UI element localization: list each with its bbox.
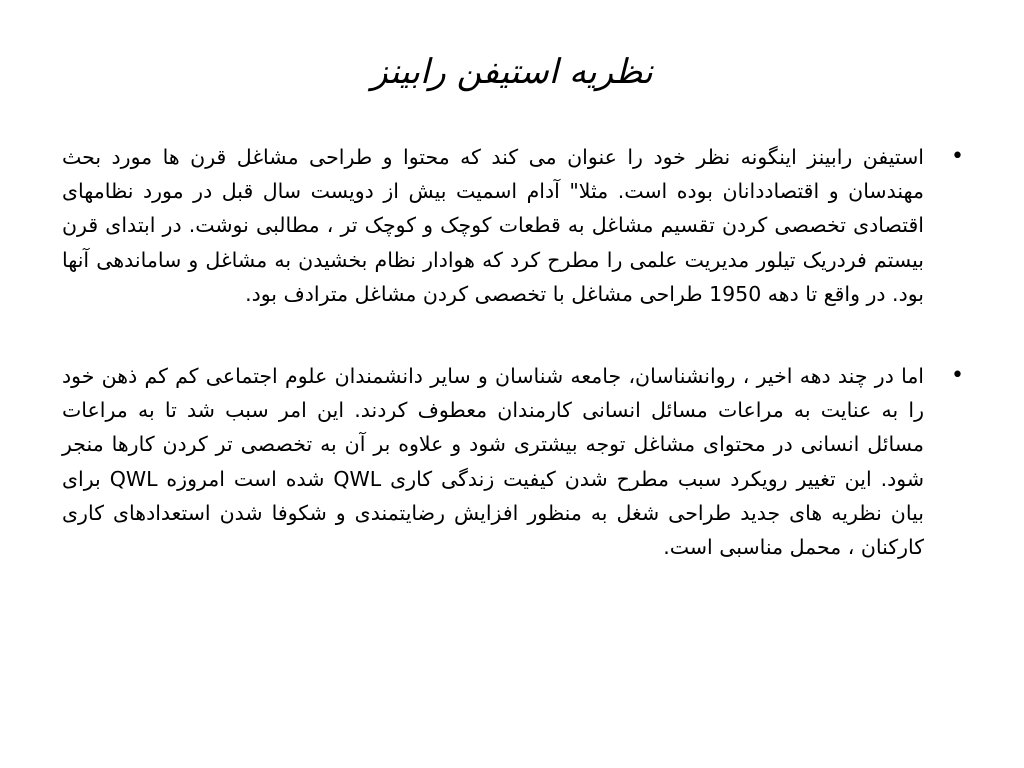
bullet-text: استیفن رابینز اینگونه نظر خود را عنوان می کند که محتوا و طراحی مشاغل قرن ها مورد بحث مهندسان و اقتصاددانان بوده است. مثلا" آدام اسمیت بیش از دویست سال قبل در مورد نظامهای اقتصادی تخصصی کردن تقسیم مشاغل به قطعات کوچک و کوچک تر ، مطالبی نوشت. در ابتدای قرن بیستم فردریک تیلور مدیریت علمی را مطرح کرد که هوادار نظام بخشیدن به مشاغل و ساماندهی آنها بود. در واقع تا دهه 1950 طراحی مشاغل با تخصصی کردن مشاغل مترادف بود. bbox=[62, 145, 924, 306]
bullet-item-2 bbox=[62, 359, 964, 564]
bullet-marker: • bbox=[951, 144, 964, 169]
bullet-list bbox=[62, 140, 964, 612]
bullet-text: اما در چند دهه اخیر ، روانشناسان، جامعه شناسان و سایر دانشمندان علوم اجتماعی کم کم ذهن خود را به عنایت به مراعات مسائل انسانی کارمندان معطوف کردند. این امر سبب شد تا به مراعات مسائل انسانی در محتوای مشاغل توجه بیشتری شود و علاوه بر آن به تخصصی تر کردن کارها منجر شود. این تغییر رویکرد سبب مطرح شدن کیفیت زندگی کاری QWL شده است امروزه QWL برای بیان نظریه های جدید طراحی شغل به منظور افزایش رضایتمندی و شکوفا شدن استعدادهای کاری کارکنان ، محمل مناسبی است. bbox=[62, 364, 925, 560]
bullet-item-1 bbox=[62, 140, 964, 311]
slide-title: نظریه استیفن رابینز bbox=[371, 52, 653, 92]
bullet-marker: • bbox=[951, 363, 964, 389]
